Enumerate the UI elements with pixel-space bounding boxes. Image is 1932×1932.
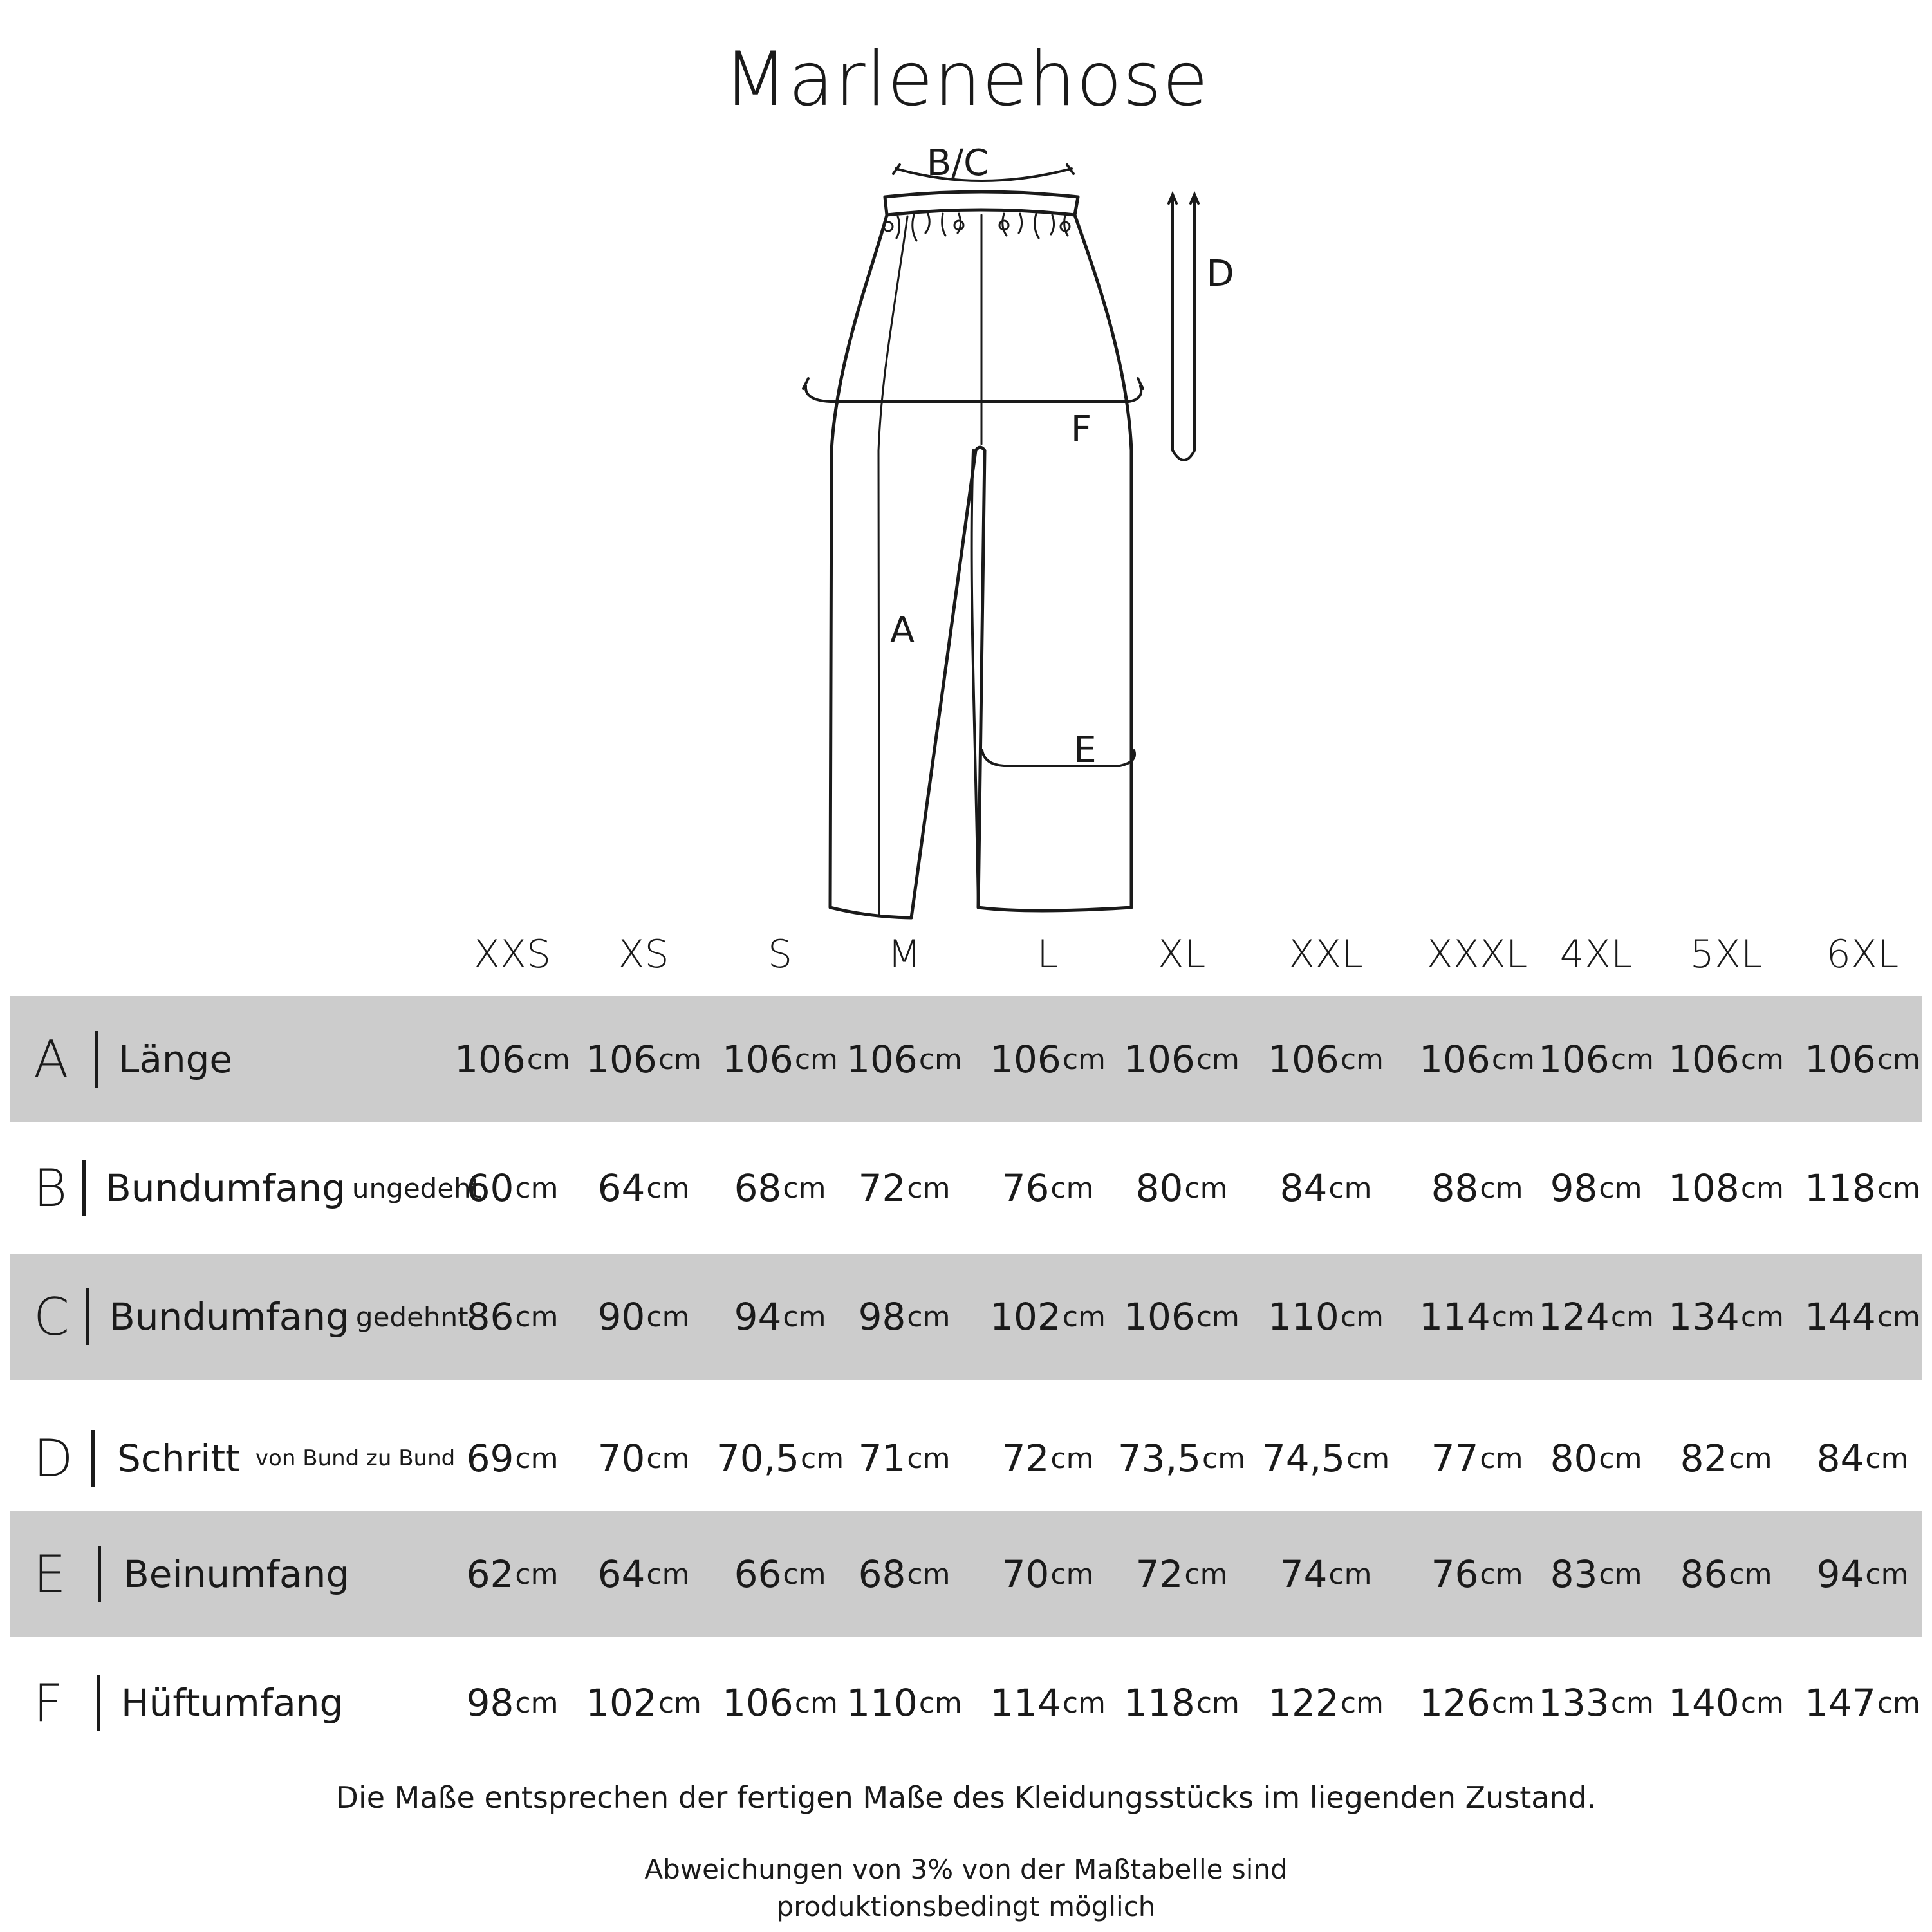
row-separator	[97, 1675, 100, 1731]
size-header: XXL	[1288, 932, 1363, 977]
measurement-unit: cm	[1610, 1043, 1654, 1076]
measurement-unit: cm	[1340, 1686, 1384, 1720]
measurement-unit: cm	[1599, 1171, 1642, 1205]
measurement-value: 83	[1550, 1552, 1598, 1596]
measurement-cell	[1111, 1511, 1252, 1637]
measurement-cell	[1655, 1511, 1797, 1637]
measurement-cell	[1525, 1640, 1667, 1766]
measurement-unit: cm	[515, 1557, 559, 1591]
measurement-cell	[573, 1640, 714, 1766]
row-label	[124, 1511, 349, 1637]
measurement-value: 102	[990, 1295, 1061, 1339]
diagram-label-d: D	[1206, 253, 1234, 295]
measurement-value: 70,5	[716, 1436, 800, 1480]
measurement-value: 62	[466, 1552, 514, 1596]
measurement-value: 88	[1431, 1166, 1479, 1210]
row-separator	[86, 1288, 89, 1345]
measurement-value: 68	[734, 1166, 782, 1210]
measurement-cell	[441, 1395, 583, 1521]
measurement-value: 80	[1550, 1436, 1598, 1480]
measurement-unit: cm	[1050, 1442, 1094, 1475]
measurement-cell	[1111, 1395, 1252, 1521]
row-letter: A	[33, 1029, 69, 1090]
measurement-unit: cm	[1877, 1043, 1920, 1076]
measurement-unit: cm	[1610, 1300, 1654, 1333]
measurement-cell	[1255, 996, 1397, 1122]
measurement-unit: cm	[658, 1043, 701, 1076]
row-separator	[95, 1031, 98, 1088]
size-header-row	[0, 932, 1932, 990]
inseam-measure-arrow	[1173, 196, 1194, 460]
row-separator	[91, 1430, 95, 1487]
diagram-label-bc: B/C	[926, 142, 989, 184]
measurement-cell	[977, 1395, 1119, 1521]
measurement-cell	[1792, 1511, 1932, 1637]
measurement-value: 106	[846, 1037, 918, 1081]
measurement-unit: cm	[918, 1043, 962, 1076]
measurement-cell	[709, 996, 851, 1122]
size-header: L	[1037, 932, 1059, 977]
measurement-row	[10, 1640, 1922, 1766]
measurement-value: 134	[1668, 1295, 1740, 1339]
measurement-cell	[1655, 1254, 1797, 1380]
measurement-unit: cm	[515, 1300, 559, 1333]
measurement-cell	[833, 1640, 975, 1766]
measurement-cell	[441, 1254, 583, 1380]
size-header: XXS	[473, 932, 552, 977]
measurement-value: 118	[1805, 1166, 1876, 1210]
measurement-value: 94	[734, 1295, 782, 1339]
measurement-cell	[441, 1640, 583, 1766]
measurement-unit: cm	[783, 1171, 826, 1205]
measurement-unit: cm	[1062, 1300, 1106, 1333]
measurement-unit: cm	[907, 1442, 951, 1475]
measurement-value: 106	[1124, 1037, 1195, 1081]
size-header: XXXL	[1426, 932, 1528, 977]
measurement-cell	[441, 1125, 583, 1251]
measurement-unit: cm	[1196, 1300, 1240, 1333]
measurement-value: 72	[1135, 1552, 1184, 1596]
row-letter: F	[33, 1673, 64, 1733]
diagram-label-f: F	[1070, 409, 1092, 450]
measurement-unit: cm	[1865, 1442, 1909, 1475]
hip-measure-arrow	[806, 386, 1141, 402]
measurement-cell	[1655, 996, 1797, 1122]
measurement-unit: cm	[1729, 1442, 1772, 1475]
measurement-value: 106	[1538, 1037, 1610, 1081]
row-letter: B	[33, 1158, 68, 1218]
measurement-value: 86	[1680, 1552, 1728, 1596]
measurement-unit: cm	[783, 1300, 826, 1333]
measurement-value: 90	[597, 1295, 646, 1339]
measurement-cell	[709, 1395, 851, 1521]
measurement-unit: cm	[918, 1686, 962, 1720]
measurement-unit: cm	[1184, 1171, 1228, 1205]
leg-measure-arrow	[982, 750, 1135, 766]
size-header: 5XL	[1689, 932, 1763, 977]
measurement-cell	[573, 996, 714, 1122]
size-header: 4XL	[1559, 932, 1633, 977]
measurement-cell	[1655, 1640, 1797, 1766]
measurement-unit: cm	[1491, 1300, 1535, 1333]
measurement-cell	[1255, 1640, 1397, 1766]
row-label	[109, 1254, 469, 1380]
measurement-value: 106	[1805, 1037, 1876, 1081]
measurement-value: 98	[466, 1681, 514, 1725]
footnote-tolerance	[0, 1851, 1932, 1926]
measurement-unit: cm	[515, 1171, 559, 1205]
size-header: S	[767, 932, 793, 977]
footnote-tolerance-line-1: Abweichungen von 3% von der Maßtabelle sind	[644, 1853, 1288, 1885]
row-separator	[82, 1160, 86, 1216]
measurement-cell	[709, 1125, 851, 1251]
measurement-value: 106	[586, 1037, 657, 1081]
row-label-text: Beinumfang	[124, 1552, 350, 1596]
measurement-unit: cm	[515, 1442, 559, 1475]
row-label	[118, 996, 232, 1122]
measurement-value: 114	[1419, 1295, 1491, 1339]
measurement-value: 126	[1419, 1681, 1491, 1725]
row-letter: C	[33, 1286, 70, 1347]
measurement-value: 106	[454, 1037, 526, 1081]
row-label-note: von Bund zu Bund	[255, 1445, 456, 1471]
page-title: Marlenehose	[723, 36, 1209, 123]
measurement-value: 80	[1135, 1166, 1184, 1210]
row-label-text: Bundumfang	[109, 1295, 349, 1339]
measurement-cell	[1792, 1395, 1932, 1521]
measurement-cell	[441, 996, 583, 1122]
row-letter: E	[33, 1544, 66, 1604]
measurement-unit: cm	[1491, 1043, 1535, 1076]
measurement-cell	[1792, 996, 1932, 1122]
size-header: 6XL	[1826, 932, 1899, 977]
measurement-unit: cm	[1340, 1043, 1384, 1076]
measurement-unit: cm	[515, 1686, 559, 1720]
measurement-unit: cm	[1740, 1043, 1784, 1076]
row-label	[121, 1640, 343, 1766]
measurement-unit: cm	[1877, 1686, 1920, 1720]
measurement-unit: cm	[1877, 1300, 1920, 1333]
measurement-unit: cm	[1328, 1557, 1372, 1591]
row-label-note: gedehnt	[355, 1301, 469, 1333]
measurement-cell	[1655, 1395, 1797, 1521]
measurement-value: 98	[858, 1295, 906, 1339]
measurement-unit: cm	[1491, 1686, 1535, 1720]
measurement-value: 110	[846, 1681, 918, 1725]
measurement-cell	[1255, 1395, 1397, 1521]
measurement-value: 70	[1001, 1552, 1050, 1596]
measurement-value: 72	[858, 1166, 906, 1210]
measurement-unit: cm	[1729, 1557, 1772, 1591]
row-label	[106, 1125, 481, 1251]
row-label-note: ungedeht	[351, 1172, 482, 1204]
measurement-value: 114	[990, 1681, 1061, 1725]
diagram-label-e: E	[1073, 729, 1097, 771]
measurement-unit: cm	[907, 1171, 951, 1205]
measurement-unit: cm	[1202, 1442, 1246, 1475]
measurement-cell	[833, 1254, 975, 1380]
measurement-value: 74	[1279, 1552, 1328, 1596]
measurement-unit: cm	[1480, 1442, 1523, 1475]
size-header: XS	[618, 932, 669, 977]
measurement-unit: cm	[1062, 1043, 1106, 1076]
measurement-value: 110	[1268, 1295, 1339, 1339]
measurement-unit: cm	[1328, 1171, 1372, 1205]
measurement-value: 106	[1668, 1037, 1740, 1081]
measurement-unit: cm	[646, 1442, 690, 1475]
measurement-value: 60	[466, 1166, 514, 1210]
measurement-unit: cm	[646, 1171, 690, 1205]
side-seam	[878, 216, 907, 916]
measurement-cell	[573, 1254, 714, 1380]
row-label	[117, 1395, 455, 1521]
measurement-cell	[1111, 1640, 1252, 1766]
measurement-value: 72	[1001, 1436, 1050, 1480]
measurement-value: 147	[1805, 1681, 1876, 1725]
measurement-cell	[1111, 1254, 1252, 1380]
measurement-unit: cm	[1480, 1171, 1523, 1205]
row-label-text: Hüftumfang	[121, 1681, 344, 1725]
row-separator	[98, 1546, 101, 1602]
measurement-value: 82	[1680, 1436, 1728, 1480]
measurement-unit: cm	[801, 1442, 844, 1475]
measurement-cell	[573, 1395, 714, 1521]
measurement-unit: cm	[1062, 1686, 1106, 1720]
measurement-value: 106	[1124, 1295, 1195, 1339]
measurement-cell	[1525, 1254, 1667, 1380]
measurement-value: 69	[466, 1436, 514, 1480]
measurement-unit: cm	[1346, 1442, 1390, 1475]
measurement-cell	[977, 1640, 1119, 1766]
measurement-value: 71	[858, 1436, 906, 1480]
measurement-cell	[833, 1395, 975, 1521]
measurement-unit: cm	[526, 1043, 570, 1076]
measurement-unit: cm	[646, 1557, 690, 1591]
measurement-cell	[709, 1511, 851, 1637]
measurement-unit: cm	[794, 1686, 838, 1720]
measurement-unit: cm	[1340, 1300, 1384, 1333]
measurement-unit: cm	[1480, 1557, 1523, 1591]
measurement-cell	[833, 1511, 975, 1637]
measurement-value: 106	[722, 1681, 794, 1725]
diagram-label-a: A	[889, 609, 915, 651]
size-header: XL	[1157, 932, 1206, 977]
measurement-row	[10, 1254, 1922, 1380]
measurement-value: 98	[1550, 1166, 1598, 1210]
measurement-value: 106	[1268, 1037, 1339, 1081]
measurement-cell	[441, 1511, 583, 1637]
measurement-unit: cm	[1184, 1557, 1228, 1591]
measurement-value: 144	[1805, 1295, 1876, 1339]
measurement-unit: cm	[794, 1043, 838, 1076]
measurement-value: 106	[990, 1037, 1061, 1081]
measurement-value: 118	[1124, 1681, 1195, 1725]
measurement-cell	[573, 1125, 714, 1251]
measurement-value: 73,5	[1117, 1436, 1202, 1480]
measurement-unit: cm	[1610, 1686, 1654, 1720]
measurement-unit: cm	[1050, 1171, 1094, 1205]
measurement-row	[10, 996, 1922, 1122]
measurement-cell	[977, 1125, 1119, 1251]
row-letter: D	[33, 1428, 73, 1489]
measurement-cell	[1525, 996, 1667, 1122]
footnote-tolerance-line-2: produktionsbedingt möglich	[776, 1891, 1156, 1922]
measurement-unit: cm	[658, 1686, 701, 1720]
measurement-unit: cm	[1740, 1686, 1784, 1720]
measurement-unit: cm	[1050, 1557, 1094, 1591]
measurement-cell	[573, 1511, 714, 1637]
size-header: M	[887, 932, 921, 977]
measurement-value: 106	[1419, 1037, 1491, 1081]
measurement-cell	[1655, 1125, 1797, 1251]
measurement-unit: cm	[1865, 1557, 1909, 1591]
measurement-unit: cm	[783, 1557, 826, 1591]
measurement-unit: cm	[1196, 1043, 1240, 1076]
measurement-cell	[977, 1511, 1119, 1637]
measurement-cell	[1255, 1511, 1397, 1637]
measurement-cell	[977, 1254, 1119, 1380]
measurement-unit: cm	[646, 1300, 690, 1333]
measurement-row	[10, 1511, 1922, 1637]
measurement-row	[10, 1125, 1922, 1251]
measurement-cell	[1792, 1640, 1932, 1766]
measurement-cell	[833, 996, 975, 1122]
measurement-value: 76	[1431, 1552, 1479, 1596]
measurement-value: 140	[1668, 1681, 1740, 1725]
measurement-value: 64	[597, 1552, 646, 1596]
measurement-unit: cm	[907, 1300, 951, 1333]
measurement-value: 133	[1538, 1681, 1610, 1725]
measurement-unit: cm	[1740, 1300, 1784, 1333]
measurement-cell	[1525, 1395, 1667, 1521]
footnote-measurements: Die Maße entsprechen der fertigen Maße des Kleidungsstücks im liegenden Zustand.	[335, 1780, 1597, 1815]
measurement-cell	[833, 1125, 975, 1251]
measurement-unit: cm	[1599, 1442, 1642, 1475]
measurement-cell	[1111, 1125, 1252, 1251]
waistband-shape	[885, 192, 1078, 215]
measurement-value: 108	[1668, 1166, 1740, 1210]
crotch-line	[972, 450, 978, 907]
measurement-value: 70	[597, 1436, 646, 1480]
measurement-cell	[709, 1640, 851, 1766]
measurement-unit: cm	[1877, 1171, 1920, 1205]
trousers-diagram	[0, 0, 1932, 940]
measurement-value: 68	[858, 1552, 906, 1596]
measurement-cell	[709, 1254, 851, 1380]
measurement-cell	[1525, 1511, 1667, 1637]
measurement-value: 94	[1816, 1552, 1864, 1596]
measurement-value: 84	[1816, 1436, 1864, 1480]
measurement-cell	[977, 996, 1119, 1122]
measurement-cell	[1255, 1254, 1397, 1380]
row-label-text: Schritt	[117, 1436, 240, 1480]
measurement-unit: cm	[1196, 1686, 1240, 1720]
measurement-value: 86	[466, 1295, 514, 1339]
measurement-cell	[1792, 1125, 1932, 1251]
measurement-unit: cm	[907, 1557, 951, 1591]
measurement-value: 66	[734, 1552, 782, 1596]
measurement-unit: cm	[1740, 1171, 1784, 1205]
measurement-value: 74,5	[1261, 1436, 1346, 1480]
measurement-cell	[1525, 1125, 1667, 1251]
measurement-cell	[1792, 1254, 1932, 1380]
measurement-cell	[1111, 996, 1252, 1122]
measurement-unit: cm	[1599, 1557, 1642, 1591]
measurement-value: 77	[1431, 1436, 1479, 1480]
row-label-text: Bundumfang	[106, 1166, 346, 1210]
measurement-value: 122	[1268, 1681, 1339, 1725]
measurement-cell	[1255, 1125, 1397, 1251]
measurement-value: 106	[722, 1037, 794, 1081]
measurement-value: 76	[1001, 1166, 1050, 1210]
measurement-value: 84	[1279, 1166, 1328, 1210]
measurement-value: 64	[597, 1166, 646, 1210]
measurement-row	[10, 1395, 1922, 1521]
measurement-value: 102	[586, 1681, 657, 1725]
row-label-text: Länge	[118, 1037, 233, 1081]
measurement-value: 124	[1538, 1295, 1610, 1339]
